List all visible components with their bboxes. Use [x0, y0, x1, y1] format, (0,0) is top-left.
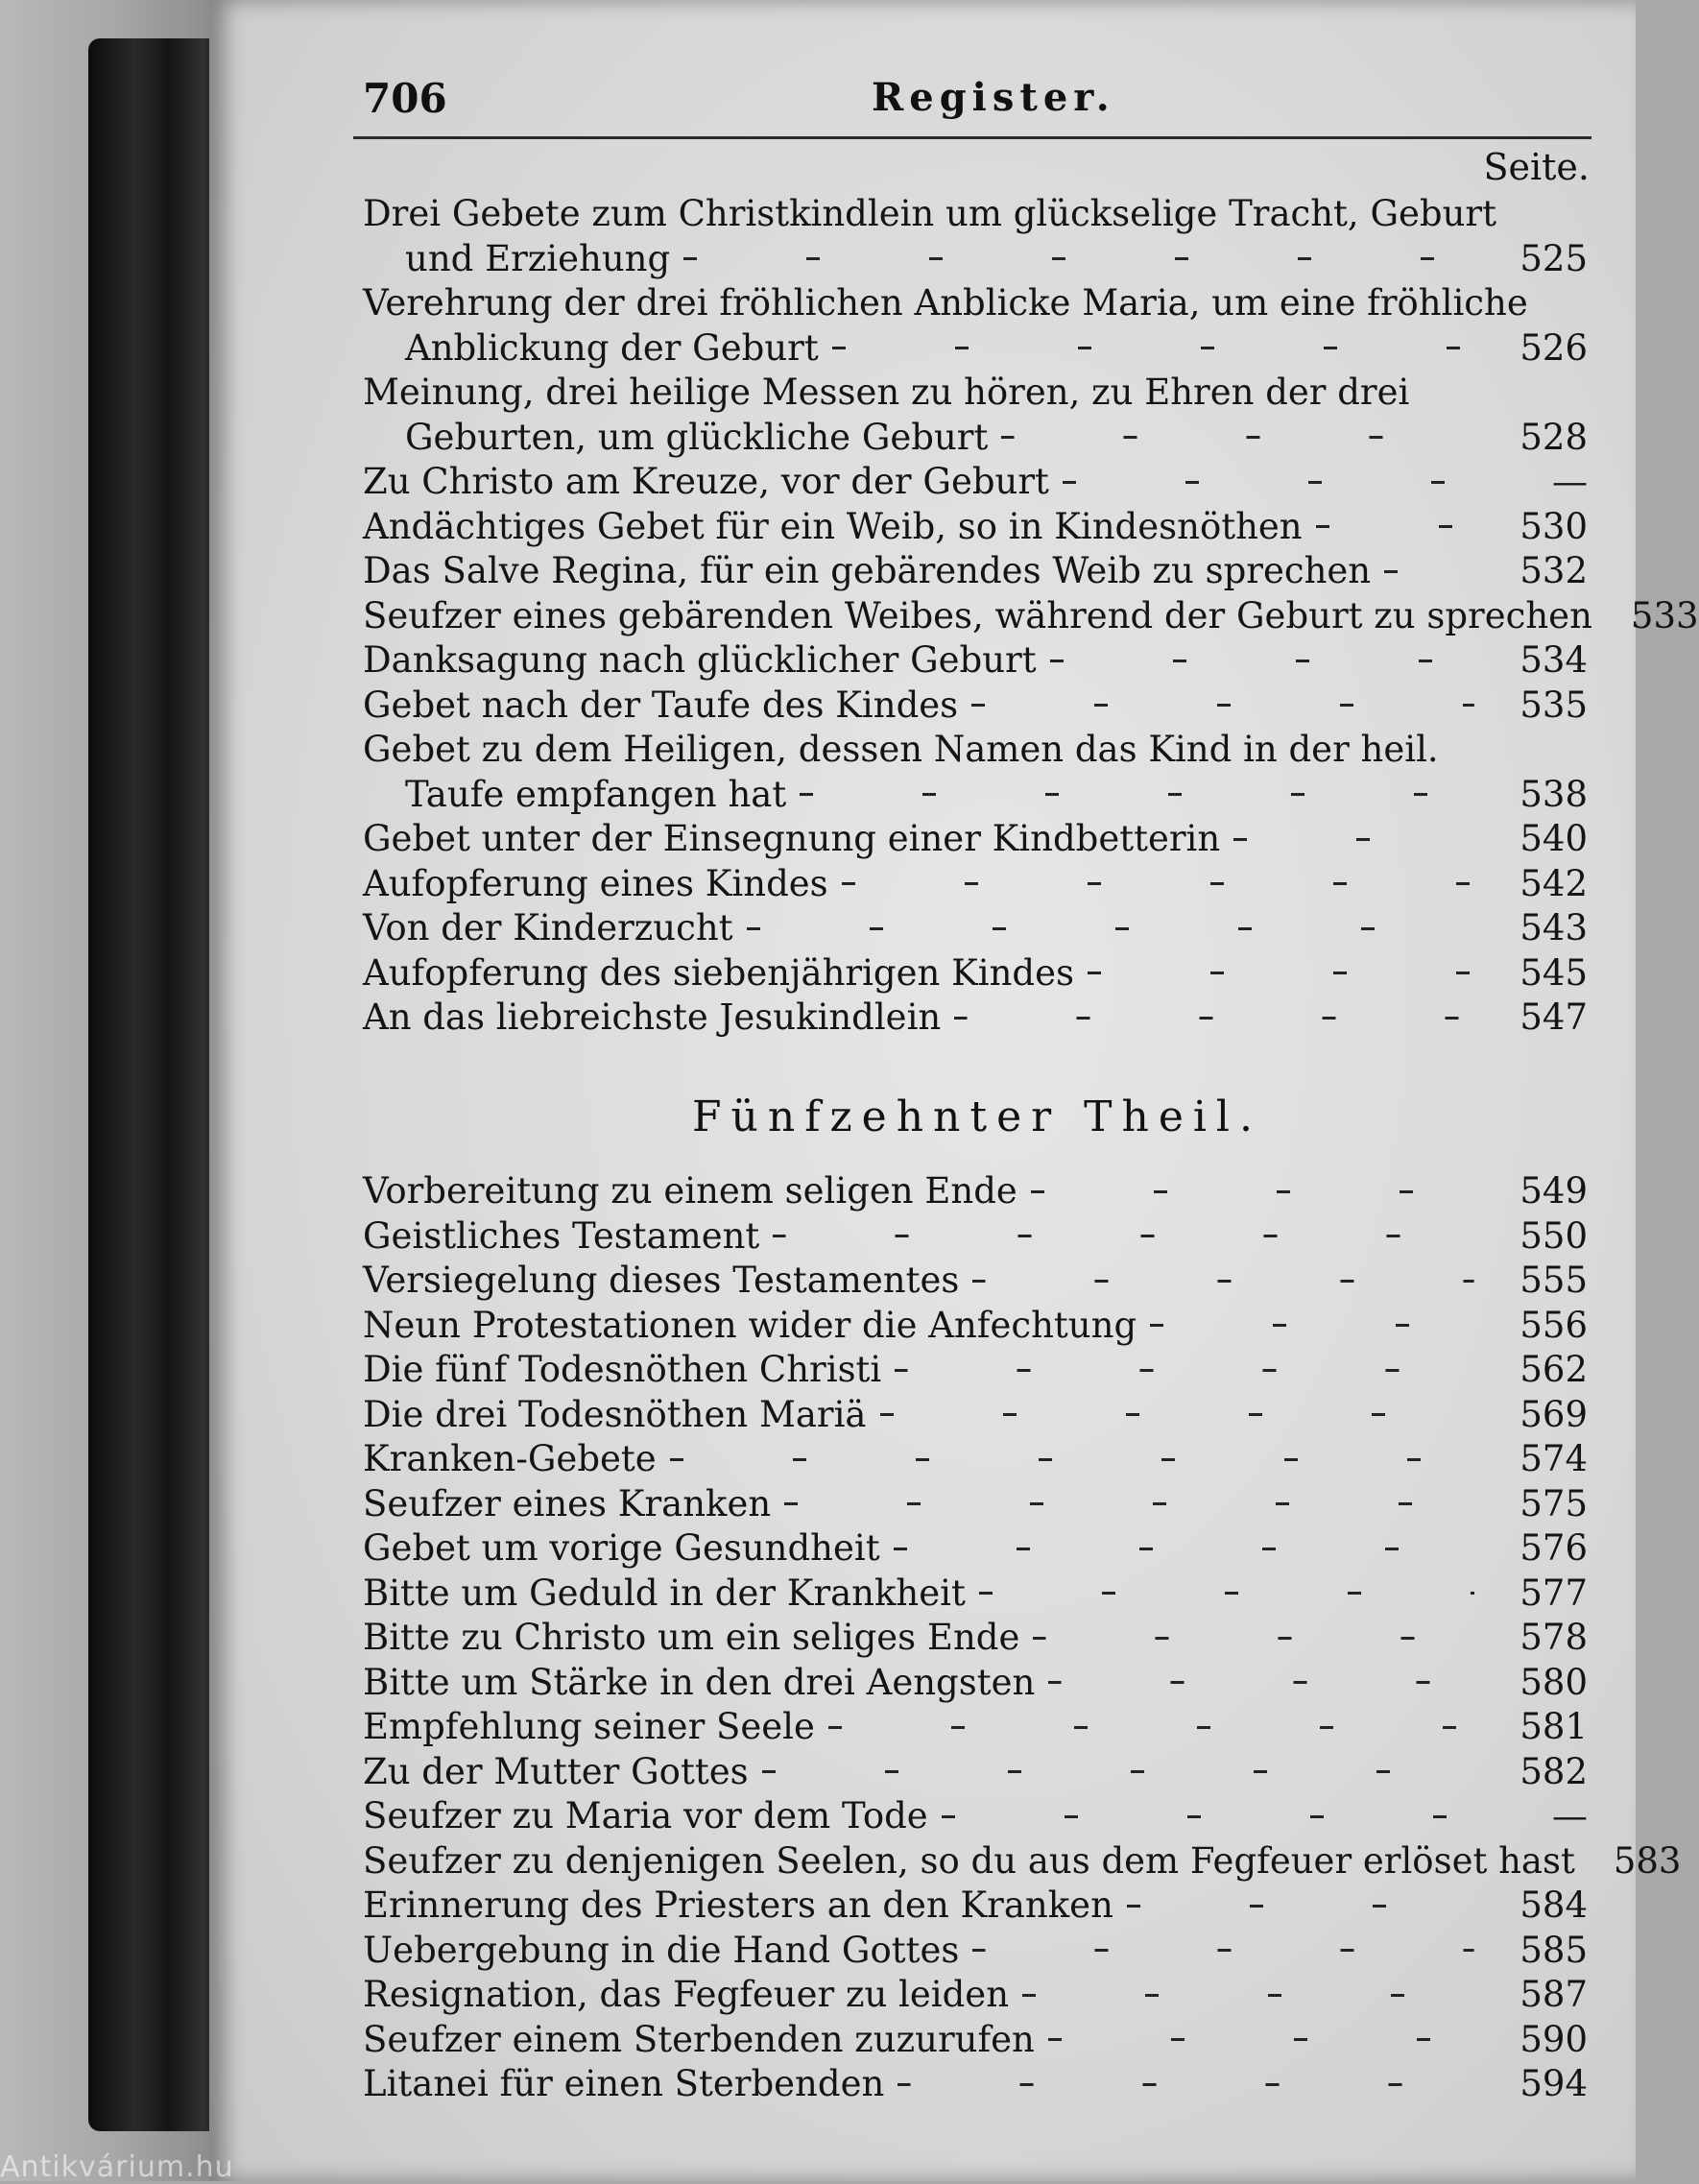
toc-entry-page: 562	[1520, 1349, 1588, 1390]
toc-entry-page: 582	[1520, 1750, 1588, 1792]
toc-entry	[363, 1884, 1588, 1929]
toc-entry	[363, 1169, 1588, 1214]
leader-dashes	[954, 1015, 1474, 1020]
toc-entry-title: Gebet unter der Einsegnung einer Kindbetterin	[363, 818, 1221, 859]
leader-dashes	[1088, 971, 1474, 976]
toc-entry-page: 556	[1520, 1304, 1588, 1346]
toc-entry-page: 534	[1520, 639, 1588, 681]
leader-dashes	[1384, 568, 1474, 574]
toc-entry	[363, 862, 1588, 907]
page-column-label: Seite.	[1483, 146, 1590, 188]
toc-entry-page: 532	[1520, 550, 1588, 591]
toc-entry-title: Danksagung nach glücklicher Geburt	[363, 639, 1037, 681]
toc-entry-title: Geistliches Testament	[363, 1214, 760, 1257]
leader-dashes	[747, 925, 1474, 931]
leader-dashes	[1150, 1323, 1474, 1329]
toc-entry	[363, 1393, 1588, 1438]
leader-dashes	[895, 1367, 1474, 1373]
toc-entry	[363, 549, 1588, 594]
toc-entry	[363, 684, 1588, 729]
toc-entry-title: Gebet um vorige Gesundheit	[363, 1527, 880, 1569]
toc-entry-title: Drei Gebete zum Christkindlein um glückselige Tracht, Geburt	[363, 193, 1496, 234]
toc-entry	[363, 460, 1588, 505]
toc-entry-page: 533	[1630, 594, 1699, 636]
toc-entry-title: Erinnerung des Priesters an den Kranken	[363, 1884, 1113, 1926]
leader-dashes	[897, 2081, 1474, 2087]
toc-entry	[363, 1839, 1682, 1884]
toc-entry-page: 549	[1520, 1170, 1588, 1212]
toc-entry	[363, 594, 1699, 639]
toc-entry-page: 594	[1520, 2063, 1588, 2104]
toc-entry-page: 580	[1520, 1661, 1588, 1703]
toc-entry-title: Kranken-Gebete	[363, 1438, 657, 1479]
toc-entry-title: Zu Christo am Kreuze, vor der Geburt	[363, 461, 1049, 502]
leader-dashes	[1022, 1992, 1474, 1998]
leader-dashes	[1233, 836, 1474, 842]
toc-entry	[363, 1526, 1588, 1572]
leader-dashes	[762, 1769, 1474, 1775]
leader-dashes	[1063, 479, 1474, 485]
toc-entry-page: 555	[1520, 1260, 1588, 1301]
book-spine	[88, 38, 223, 2131]
toc-entry-title: Seufzer einem Sterbenden zuzurufen	[363, 2018, 1035, 2060]
toc-entry-page: 576	[1520, 1527, 1588, 1569]
leader-dashes	[979, 1591, 1474, 1596]
toc-entry-title: Zu der Mutter Gottes	[363, 1750, 749, 1792]
leader-dashes	[1048, 2037, 1474, 2043]
toc-entry-title: Seufzer zu Maria vor dem Tode	[363, 1795, 928, 1836]
leader-dashes	[842, 881, 1474, 887]
toc-entry	[363, 1616, 1588, 1661]
toc-entry-title: Aufopferung des siebenjährigen Kindes	[363, 951, 1074, 994]
leader-dashes	[1127, 1903, 1474, 1908]
toc-entry-title: Seufzer eines Kranken	[363, 1482, 772, 1524]
toc-entry	[363, 638, 1588, 684]
toc-entry-title: Seufzer zu denjenigen Seelen, so du aus dem Fegfeuer erlöset hast	[363, 1839, 1575, 1882]
toc-entry	[363, 505, 1588, 550]
toc-entry	[363, 1214, 1588, 1260]
toc-entry	[363, 2062, 1588, 2107]
leader-dashes	[773, 1234, 1474, 1239]
toc-entry-title: Aufopferung eines Kindes	[363, 862, 828, 904]
toc-entry-title: Versiegelung dieses Testamentes	[363, 1260, 960, 1301]
running-title: Register.	[872, 75, 1115, 120]
leader-dashes	[971, 703, 1474, 708]
toc-entry	[363, 996, 1588, 1041]
toc-entry	[363, 1973, 1588, 2018]
toc-entry-title: Die fünf Todesnöthen Christi	[363, 1349, 882, 1390]
toc-entry-continuation: Taufe empfangen hat	[405, 773, 787, 815]
toc-entry-title: Verehrung der drei fröhlichen Anblicke Maria, um eine fröhliche	[363, 282, 1528, 324]
toc-entry-title: Das Salve Regina, für ein gebärendes Weib zu sprechen	[363, 550, 1372, 591]
toc-entry-page: 575	[1520, 1482, 1588, 1524]
leader-dashes	[1033, 1635, 1474, 1641]
toc-entry-title: Bitte um Stärke in den drei Aengsten	[363, 1661, 1036, 1703]
toc-entry-page: 543	[1520, 907, 1588, 948]
toc-entry-page: 535	[1520, 684, 1588, 726]
leader-dashes	[683, 256, 1474, 262]
toc-entry	[363, 1304, 1588, 1349]
toc-entry-continuation: Geburten, um glückliche Geburt	[405, 416, 989, 458]
toc-entry-page: —	[1552, 461, 1588, 502]
toc-entry-page: 540	[1520, 818, 1588, 859]
leader-dashes	[670, 1456, 1474, 1462]
toc-entry-page: 526	[1520, 326, 1588, 369]
toc-entry-title: Empfehlung seiner Seele	[363, 1706, 815, 1747]
toc-entry-title: Andächtiges Gebet für ein Weib, so in Kindesnöthen	[363, 505, 1303, 547]
toc-entry-title: Bitte zu Christo um ein seliges Ende	[363, 1617, 1020, 1658]
toc-entry	[363, 906, 1588, 951]
toc-entry-page: 577	[1520, 1572, 1588, 1614]
toc-entry-title: Bitte um Geduld in der Krankheit	[363, 1572, 966, 1614]
toc-entry-page: 547	[1520, 996, 1588, 1038]
toc-entry	[363, 281, 1588, 371]
leader-dashes	[1050, 658, 1474, 663]
toc-part-14	[363, 192, 1699, 1041]
section-title: Fünfzehnter Theil.	[692, 1092, 1262, 1141]
toc-entry-title: Vorbereitung zu einem seligen Ende	[363, 1170, 1017, 1212]
toc-entry	[363, 2018, 1588, 2063]
toc-entry-continuation: Anblickung der Geburt	[405, 326, 819, 369]
toc-entry-title: Gebet zu dem Heiligen, dessen Namen das Kind in der heil.	[363, 729, 1439, 770]
toc-entry-page: 578	[1520, 1617, 1588, 1658]
toc-entry-continuation: und Erziehung	[405, 237, 671, 279]
toc-entry	[363, 371, 1588, 460]
leader-dashes	[894, 1546, 1474, 1551]
toc-entry-page: 587	[1520, 1974, 1588, 2015]
toc-entry-title: Neun Protestationen wider die Anfechtung	[363, 1304, 1137, 1346]
toc-entry	[363, 1348, 1588, 1393]
header-rule	[353, 136, 1591, 139]
toc-entry	[363, 1572, 1588, 1617]
toc-entry	[363, 728, 1588, 817]
leader-dashes	[1048, 1680, 1474, 1686]
toc-entry-page: 585	[1520, 1929, 1588, 1971]
toc-entry-page: 574	[1520, 1438, 1588, 1479]
leader-dashes	[1316, 524, 1474, 530]
toc-part-15	[363, 1169, 1682, 2107]
toc-entry-title: Gebet nach der Taufe des Kindes	[363, 684, 959, 726]
toc-entry	[363, 1750, 1588, 1795]
page-number: 706	[363, 75, 447, 122]
toc-entry-title: Seufzer eines gebärenden Weibes, während der Geburt zu sprechen	[363, 594, 1592, 636]
watermark: Antikvárium.hu	[0, 2150, 234, 2184]
toc-entry-page: 542	[1520, 862, 1588, 904]
toc-entry-title: Uebergebung in die Hand Gottes	[363, 1929, 960, 1971]
toc-entry-page: 583	[1613, 1839, 1682, 1882]
leader-dashes	[828, 1724, 1474, 1730]
leader-dashes	[880, 1412, 1475, 1418]
leader-dashes	[972, 1948, 1474, 1954]
leader-dashes	[784, 1501, 1474, 1507]
toc-entry-page: 530	[1520, 505, 1588, 547]
toc-entry-title: Meinung, drei heilige Messen zu hören, zu Ehren der drei	[363, 372, 1410, 413]
toc-entry-page: 590	[1520, 2018, 1588, 2060]
toc-entry	[363, 192, 1588, 281]
toc-entry	[363, 1794, 1588, 1839]
page-header	[363, 75, 1591, 132]
toc-entry-page: 584	[1520, 1884, 1588, 1926]
leader-dashes	[832, 346, 1474, 351]
toc-entry	[363, 1259, 1588, 1304]
toc-entry	[363, 1705, 1588, 1750]
toc-entry-title: Von der Kinderzucht	[363, 907, 733, 948]
leader-dashes	[800, 792, 1474, 798]
toc-entry-page: —	[1552, 1795, 1588, 1836]
toc-entry-title: An das liebreichste Jesukindlein	[363, 996, 942, 1038]
toc-entry-page: 525	[1520, 237, 1588, 279]
toc-entry-title: Litanei für einen Sterbenden	[363, 2063, 885, 2104]
toc-entry-page: 528	[1520, 416, 1588, 458]
leader-dashes	[942, 1813, 1474, 1819]
toc-entry	[363, 817, 1588, 862]
leader-dashes	[1031, 1188, 1474, 1194]
toc-entry	[363, 1929, 1588, 1974]
toc-entry-page: 550	[1520, 1214, 1588, 1257]
toc-entry	[363, 1437, 1588, 1482]
toc-entry	[363, 1482, 1588, 1527]
toc-entry-page: 545	[1520, 951, 1588, 994]
toc-entry	[363, 951, 1588, 996]
toc-entry-page: 538	[1520, 773, 1588, 815]
toc-entry-page: 569	[1520, 1393, 1588, 1435]
toc-entry-title: Resignation, das Fegfeuer zu leiden	[363, 1974, 1010, 2015]
leader-dashes	[1001, 435, 1474, 441]
toc-entry-page: 581	[1520, 1706, 1588, 1747]
toc-entry	[363, 1661, 1588, 1706]
toc-entry-title: Die drei Todesnöthen Mariä	[363, 1393, 867, 1435]
leader-dashes	[972, 1278, 1474, 1284]
